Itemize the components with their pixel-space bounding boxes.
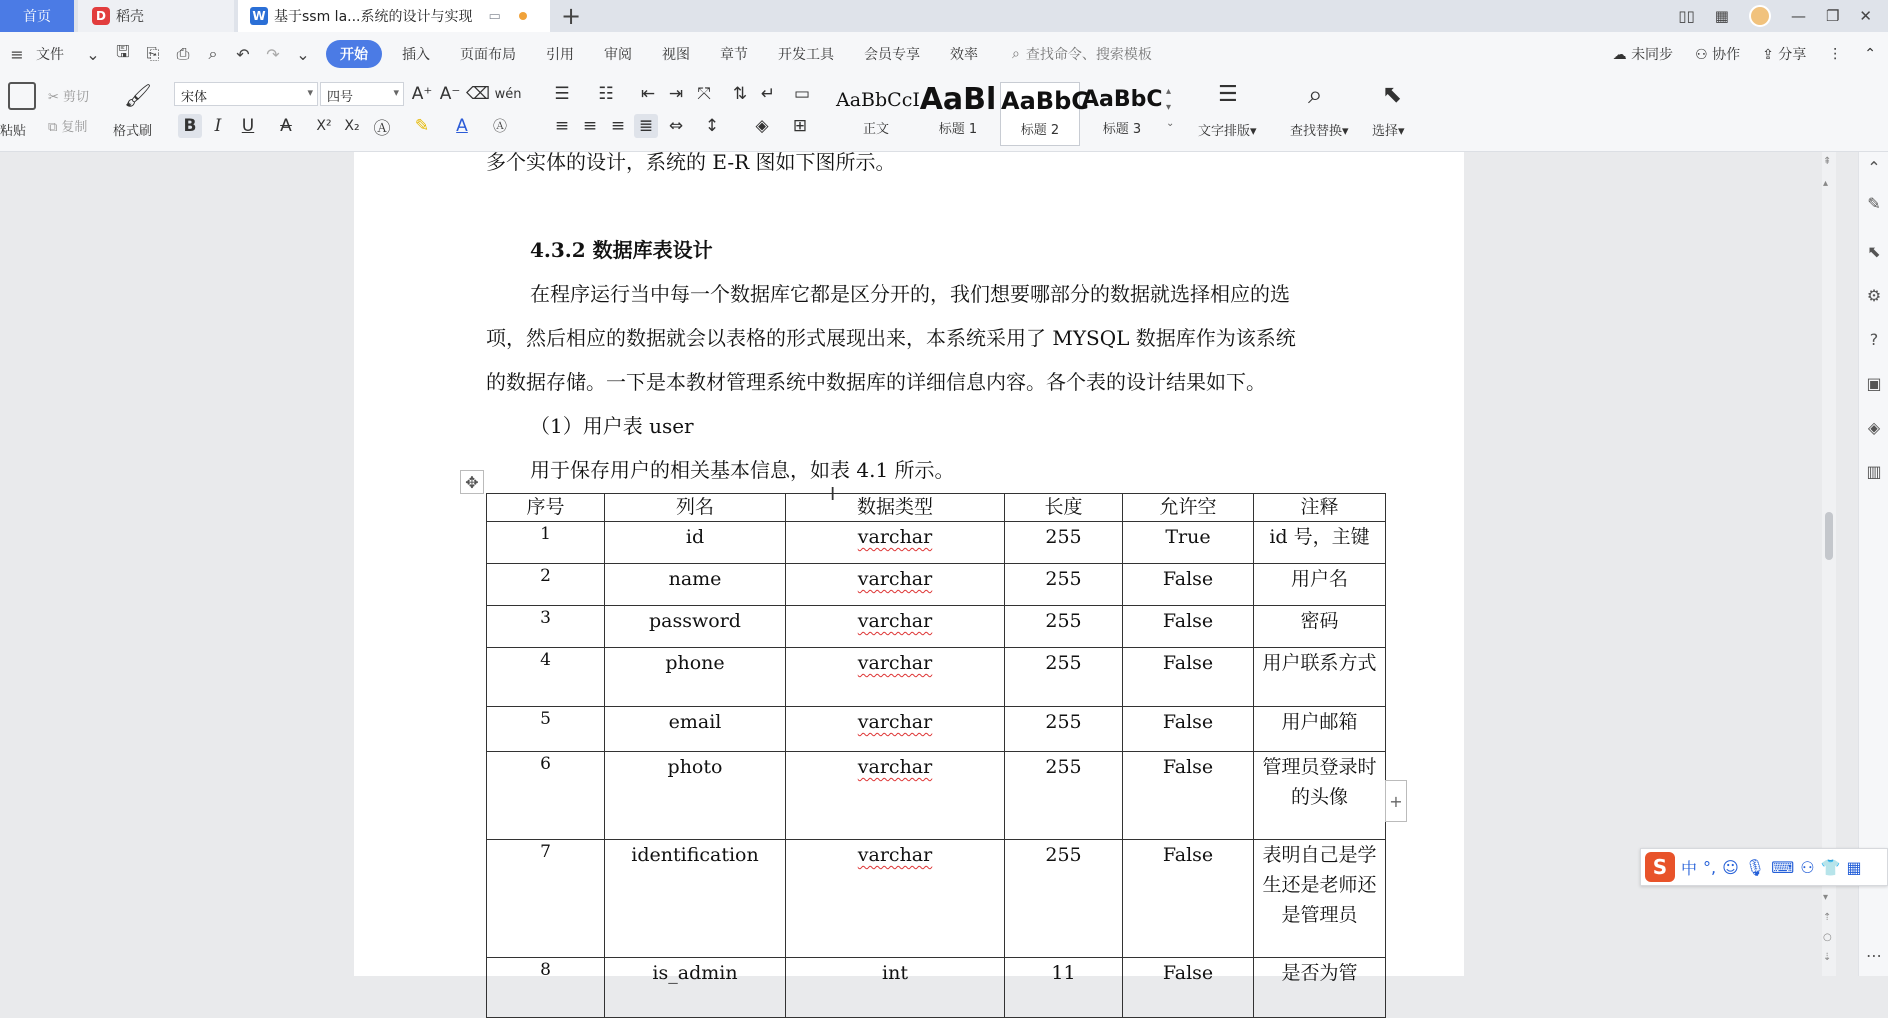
tab-developer[interactable]: 开发工具 [778, 47, 834, 63]
skin-icon[interactable]: 👕 [1820, 857, 1841, 877]
increase-indent-icon[interactable]: ⇥ [668, 84, 684, 104]
monitor-icon[interactable]: ▭ [488, 8, 501, 24]
borders-icon[interactable]: ⊞ [792, 116, 808, 136]
restore-button[interactable]: ❐ [1825, 7, 1840, 25]
tab-page-layout[interactable]: 页面布局 [460, 47, 516, 63]
keyboard-icon[interactable]: ⌨ [1771, 857, 1795, 877]
emoji-icon[interactable]: ☺ [1722, 857, 1739, 877]
command-search-placeholder: 查找命令、搜索模板 [1025, 47, 1152, 63]
underline-button[interactable]: U [241, 116, 255, 136]
cell-type[interactable] [786, 707, 1005, 752]
cell-nullable[interactable]: False [1123, 564, 1254, 606]
table-row [487, 752, 1386, 840]
ime-toolbar[interactable] [1640, 848, 1888, 886]
clipboard-icon [8, 82, 36, 110]
select-text: 选择 [1372, 124, 1399, 139]
copy-button[interactable]: ⧉ 复制 [48, 120, 88, 135]
grow-font-icon[interactable]: A⁺ [411, 84, 433, 104]
table-row [487, 648, 1386, 707]
cell-column[interactable]: photo [605, 752, 786, 840]
cell-length[interactable]: 255 [1005, 752, 1123, 840]
cell-type[interactable]: int [786, 958, 1005, 1018]
redo-icon[interactable]: ↷ [266, 44, 280, 64]
add-column-button[interactable]: + [1385, 780, 1407, 822]
paste-button[interactable] [8, 82, 36, 110]
italic-button[interactable]: I [214, 116, 222, 136]
table-row [487, 564, 1386, 606]
find-replace-label[interactable]: 查找替换▾ [1290, 124, 1349, 139]
ruler-icon[interactable]: ▭ [793, 84, 811, 104]
cut-button[interactable]: ✂ 剪切 [48, 90, 90, 105]
table-row [487, 522, 1386, 564]
table-move-handle-icon[interactable]: ✥ [460, 470, 484, 494]
header-length[interactable]: 长度 [1005, 494, 1123, 522]
text-layout-label[interactable]: 文字排版▾ [1198, 124, 1257, 139]
cell-type[interactable] [786, 648, 1005, 707]
cell-note[interactable]: 表明自己是学生还是老师还是管理员 [1254, 840, 1386, 958]
text-effect-icon[interactable]: Ⓐ [373, 118, 391, 139]
strikethrough-button[interactable]: A [280, 116, 292, 136]
cell-length[interactable]: 255 [1005, 606, 1123, 648]
sort-icon[interactable]: ⇅ [732, 84, 748, 104]
cell-note[interactable]: 用户名 [1254, 564, 1386, 606]
print-icon[interactable]: ⎙ [176, 44, 190, 63]
cell-seq[interactable]: 2 [487, 564, 605, 606]
adjust-sliders-icon[interactable]: ⚙ [1866, 285, 1882, 305]
more-icon[interactable]: ⋮ [1828, 46, 1843, 62]
avatar[interactable] [1749, 5, 1771, 27]
export-icon[interactable]: ⎘ [146, 44, 160, 63]
style-heading-3-name: 标题 3 [1102, 122, 1142, 137]
cell-column[interactable]: email [605, 707, 786, 752]
cell-nullable[interactable]: False [1123, 707, 1254, 752]
scroll-down-arrow-icon[interactable]: ▾ [1823, 892, 1829, 903]
cell-column[interactable]: name [605, 564, 786, 606]
cell-type-text: varchar [857, 711, 933, 733]
bold-button[interactable]: B [178, 114, 202, 138]
cell-length[interactable]: 11 [1005, 958, 1123, 1018]
copy-label: 复制 [61, 120, 88, 135]
select-label[interactable]: 选择▾ [1372, 124, 1405, 139]
microphone-icon[interactable]: 🎙 [1744, 857, 1766, 877]
tab-references[interactable]: 引用 [546, 47, 574, 63]
minimize-button[interactable]: — [1790, 7, 1806, 25]
shading-icon[interactable]: ◈ [755, 116, 769, 136]
cell-type-text: varchar [857, 568, 933, 590]
hamburger-icon[interactable]: ≡ [10, 44, 24, 64]
show-marks-icon[interactable]: ↵ [760, 84, 776, 104]
font-color-icon[interactable]: A [456, 116, 468, 136]
cell-nullable[interactable]: True [1123, 522, 1254, 564]
sync-label: 未同步 [1631, 47, 1674, 63]
customize-toolbar-icon[interactable]: ⌄ [296, 44, 310, 64]
table-header-row [487, 494, 1386, 522]
style-heading-2-name: 标题 2 [1020, 123, 1060, 138]
text-cursor-icon: I [830, 484, 836, 505]
cell-seq[interactable]: 3 [487, 606, 605, 648]
paste-label[interactable]: 粘贴 [0, 124, 27, 139]
sogou-logo-icon: S [1645, 852, 1675, 882]
document-area [0, 150, 1836, 984]
cell-length[interactable]: 255 [1005, 840, 1123, 958]
ribbon-toolbar [0, 76, 1888, 152]
font-family-select[interactable]: 宋体 ▾ [174, 82, 318, 106]
style-heading-2-sample: AaBbC [1001, 87, 1089, 115]
chinese-layout-icon[interactable]: ⤧ [697, 84, 711, 104]
paragraph-line-1: 在程序运行当中每一个数据库它都是区分开的，我们想要哪部分的数据就选择相应的选 [530, 282, 1290, 306]
tab-document-title: 基于ssm la...系统的设计与实现 [274, 9, 473, 25]
cell-nullable[interactable]: False [1123, 752, 1254, 840]
text-layout-text: 文字排版 [1198, 124, 1251, 139]
cell-seq[interactable]: 7 [487, 840, 605, 958]
cell-note[interactable]: 管理员登录时的头像 [1254, 752, 1386, 840]
header-type[interactable]: 数据类型 [786, 494, 1005, 522]
tab-member[interactable]: 会员专享 [864, 47, 920, 63]
cell-nullable[interactable]: False [1123, 840, 1254, 958]
find-replace-text: 查找替换 [1290, 124, 1343, 139]
paragraph-line-3: 的数据存储。一下是本教材管理系统中数据库的详细信息内容。各个表的设计结果如下。 [486, 370, 1266, 394]
doc-line-er: 多个实体的设计，系统的 E-R 图如下图所示。 [486, 150, 896, 174]
tab-home[interactable]: 首页 [0, 0, 74, 32]
char-border-icon[interactable]: Ⓐ [493, 119, 507, 135]
window-controls [1678, 0, 1888, 32]
more-options-icon[interactable]: ⋯ [1866, 945, 1882, 965]
prev-page-icon[interactable]: ⇡ [1823, 912, 1832, 923]
header-column[interactable]: 列名 [605, 494, 786, 522]
format-painter-icon[interactable]: 🖌 [124, 84, 152, 109]
cell-seq[interactable]: 1 [487, 522, 605, 564]
cell-length[interactable]: 255 [1005, 522, 1123, 564]
decrease-indent-icon[interactable]: ⇤ [640, 84, 656, 104]
edit-pen-icon[interactable]: ✎ [1867, 193, 1881, 213]
cell-note[interactable]: 是否为管 [1254, 958, 1386, 1018]
style-heading-1[interactable] [918, 82, 998, 146]
tab-view[interactable]: 视图 [662, 47, 690, 63]
cell-length[interactable]: 255 [1005, 564, 1123, 606]
tab-review[interactable]: 审阅 [604, 47, 632, 63]
style-normal-name: 正文 [862, 122, 889, 137]
cell-note[interactable]: 用户联系方式 [1254, 648, 1386, 707]
cell-nullable[interactable]: False [1123, 958, 1254, 1018]
cell-column[interactable]: id [605, 522, 786, 564]
text-layout-icon[interactable]: ☰ [1218, 82, 1238, 107]
highlight-icon[interactable]: ✎ [414, 116, 430, 136]
table-row [487, 840, 1386, 958]
cell-seq[interactable]: 8 [487, 958, 605, 1018]
distribute-icon[interactable]: ⇔ [668, 116, 684, 136]
header-note[interactable]: 注释 [1254, 494, 1386, 522]
tab-efficiency[interactable]: 效率 [950, 47, 978, 63]
clear-format-icon[interactable]: ⌫ [465, 84, 491, 104]
select-browse-icon[interactable]: ○ [1823, 932, 1832, 943]
tab-insert[interactable]: 插入 [402, 47, 430, 63]
save-icon[interactable]: 🖫 [116, 41, 130, 61]
select-cursor-icon[interactable]: ⬉ [1382, 80, 1403, 108]
cell-type-text: varchar [857, 526, 933, 548]
scroll-up-arrow-icon[interactable]: ▴ [1823, 178, 1829, 189]
cut-label: 剪切 [63, 90, 90, 105]
style-normal[interactable] [836, 82, 920, 146]
cell-column[interactable]: is_admin [605, 958, 786, 1018]
layout-toggle-icon[interactable]: ▯▯ [1678, 7, 1695, 25]
cell-type[interactable] [786, 606, 1005, 648]
style-heading-1-name: 标题 1 [938, 122, 978, 137]
daoke-logo-icon: D [92, 7, 110, 25]
scroll-up-icon[interactable]: ⇞ [1823, 156, 1832, 167]
cell-column[interactable]: identification [605, 840, 786, 958]
next-page-icon[interactable]: ⇣ [1823, 952, 1832, 963]
print-preview-icon[interactable]: ⌕ [208, 44, 218, 63]
cell-type-text: varchar [857, 652, 933, 674]
table-row [487, 958, 1386, 1018]
collaborate-label: 协作 [1712, 47, 1741, 63]
font-size-select[interactable]: 四号 ▾ [320, 82, 404, 106]
section-heading: 4.3.2 数据库表设计 [530, 238, 713, 262]
share-label: 分享 [1778, 47, 1807, 63]
subheading-user-table: （1）用户表 user [530, 414, 694, 438]
unsaved-dot-icon [519, 12, 527, 20]
cell-length[interactable]: 255 [1005, 707, 1123, 752]
undo-icon[interactable]: ↶ [236, 44, 250, 64]
ime-punctuation[interactable]: °, [1703, 857, 1717, 877]
phonetic-icon[interactable]: wén [494, 86, 522, 102]
styles-scroll-icon[interactable]: ▴ ▾ ⌄ [1166, 86, 1175, 129]
writer-logo-icon: W [250, 7, 268, 25]
format-painter-label[interactable]: 格式刷 [113, 124, 153, 139]
grid-apps-icon[interactable]: ▦ [1714, 7, 1729, 25]
style-heading-2[interactable] [1000, 82, 1089, 146]
bullet-list-icon[interactable]: ☰ [554, 84, 570, 104]
superscript-button[interactable]: X² [316, 118, 332, 134]
header-nullable[interactable]: 允许空 [1123, 494, 1254, 522]
shrink-font-icon[interactable]: A⁻ [439, 84, 461, 104]
tab-chapter[interactable]: 章节 [720, 47, 748, 63]
line-spacing-icon[interactable]: ↕ [704, 116, 720, 136]
user-table-description: 用于保存用户的相关基本信息，如表 4.1 所示。 [530, 458, 955, 482]
help-icon[interactable]: ? [1869, 329, 1879, 349]
pointer-icon[interactable]: ⬉ [1867, 241, 1881, 261]
image-tool-icon[interactable]: ▣ [1866, 373, 1882, 393]
collapse-ribbon-icon[interactable]: ⌃ [1864, 46, 1876, 62]
cell-type-text: varchar [857, 844, 933, 866]
search-icon: ⌕ [1012, 46, 1020, 62]
collapse-panel-icon[interactable]: ⌃ [1867, 157, 1881, 177]
chevron-down-icon[interactable]: ⌄ [86, 44, 100, 64]
tab-bar [0, 0, 1888, 32]
collaborate-button[interactable]: ⚇ 协作 [1695, 47, 1741, 63]
table-row [487, 606, 1386, 648]
subscript-button[interactable]: X₂ [344, 118, 360, 134]
tab-daoke-label: 稻壳 [116, 9, 144, 25]
cell-note[interactable]: id 号，主键 [1254, 522, 1386, 564]
reading-mode-icon[interactable]: ▥ [1866, 461, 1882, 481]
tab-daoke[interactable] [78, 0, 234, 32]
cell-nullable[interactable]: False [1123, 648, 1254, 707]
cell-note[interactable]: 密码 [1254, 606, 1386, 648]
cell-type[interactable] [786, 840, 1005, 958]
ai-assistant-icon[interactable]: ◈ [1867, 417, 1881, 437]
find-replace-icon[interactable]: ⌕ [1308, 80, 1323, 110]
cell-seq[interactable]: 5 [487, 707, 605, 752]
scrollbar-thumb[interactable] [1825, 512, 1833, 560]
share-button[interactable]: ⇪ 分享 [1762, 47, 1807, 63]
cell-seq[interactable]: 4 [487, 648, 605, 707]
user-icon[interactable]: ⚇ [1800, 857, 1815, 877]
style-heading-1-sample: AaBl [919, 82, 997, 117]
cell-type-text: varchar [857, 610, 933, 632]
numbered-list-icon[interactable]: ☷ [598, 84, 614, 104]
cell-note[interactable]: 用户邮箱 [1254, 707, 1386, 752]
cell-type-text: varchar [857, 756, 933, 778]
cell-type[interactable] [786, 522, 1005, 564]
close-button[interactable]: ✕ [1859, 7, 1872, 25]
new-tab-button[interactable]: + [560, 2, 582, 30]
style-normal-sample: AaBbCcI [836, 89, 920, 111]
cell-length[interactable]: 255 [1005, 648, 1123, 707]
style-heading-3[interactable] [1082, 82, 1162, 146]
style-heading-3-sample: AaBbC [1082, 87, 1163, 112]
align-right-icon[interactable]: ≡ [610, 116, 626, 136]
cell-nullable[interactable]: False [1123, 606, 1254, 648]
tab-start[interactable]: 开始 [326, 40, 382, 68]
command-search[interactable] [1012, 44, 1152, 64]
tab-document[interactable] [238, 0, 550, 32]
header-seq[interactable]: 序号 [487, 494, 605, 522]
table-row [487, 707, 1386, 752]
user-table [486, 493, 1386, 1018]
align-center-icon[interactable]: ≡ [582, 116, 598, 136]
align-left-icon[interactable]: ≡ [554, 116, 570, 136]
ime-language[interactable]: 中 [1681, 858, 1698, 878]
cell-column[interactable]: phone [605, 648, 786, 707]
cell-column[interactable]: password [605, 606, 786, 648]
cell-type[interactable] [786, 564, 1005, 606]
menu-file[interactable]: 文件 [36, 47, 64, 63]
paragraph-line-2: 项，然后相应的数据就会以表格的形式展现出来，本系统采用了 MYSQL 数据库作为该系统 [486, 326, 1296, 350]
toolbox-icon[interactable]: ▦ [1846, 857, 1862, 877]
menu-bar [0, 32, 1888, 76]
justify-icon[interactable]: ≣ [634, 114, 658, 138]
cell-type[interactable] [786, 752, 1005, 840]
sync-status[interactable]: ☁ 未同步 [1612, 47, 1674, 63]
cell-seq[interactable]: 6 [487, 752, 605, 840]
